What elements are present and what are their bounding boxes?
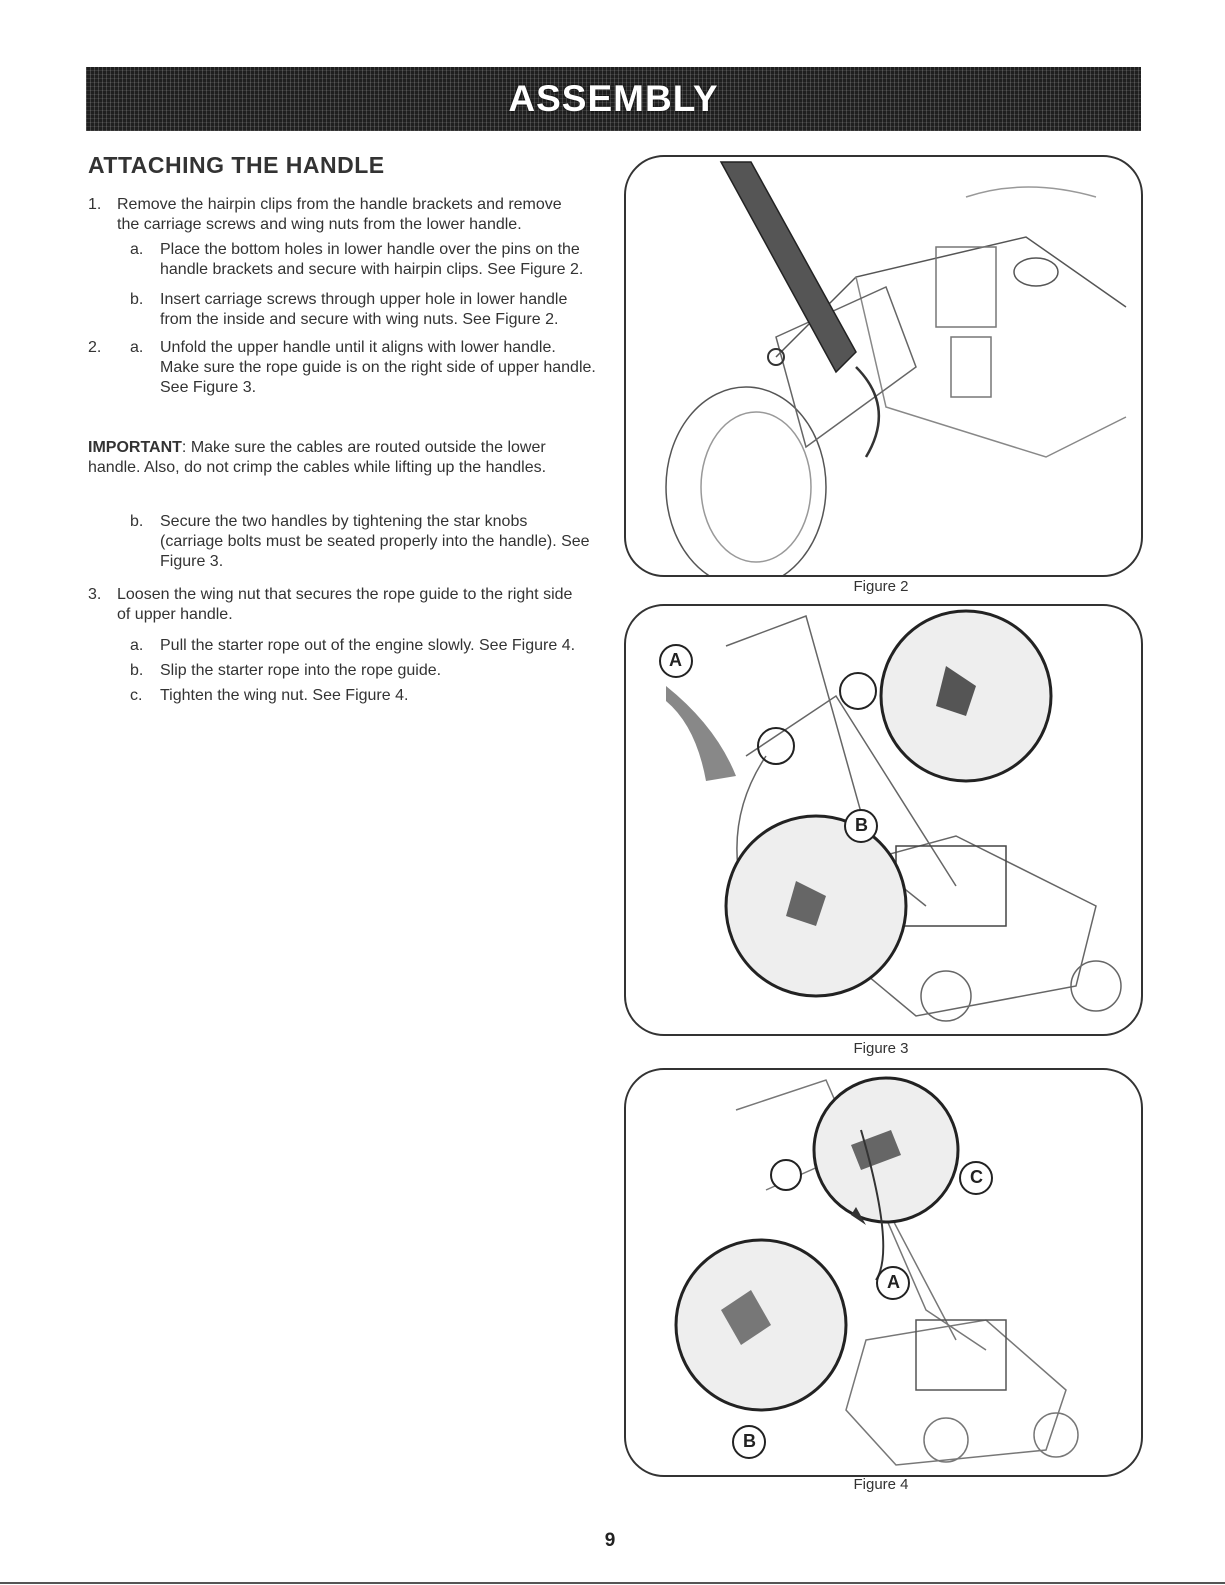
step-text: Insert carriage screws through upper hole in lower handle xyxy=(160,291,568,308)
step-letter: a. xyxy=(130,339,144,356)
figure-4-caption: Figure 4 xyxy=(853,1476,909,1493)
figure-2-caption: Figure 2 xyxy=(853,578,909,595)
step-text: Secure the two handles by tightening the star knobs xyxy=(160,513,528,530)
step-letter: a. xyxy=(130,637,144,654)
step-letter: a. xyxy=(130,241,144,258)
figure-2-illustration xyxy=(626,157,1141,575)
step-number: 1. xyxy=(88,196,102,213)
step-text: See Figure 3. xyxy=(160,379,257,396)
step-letter: b. xyxy=(130,662,144,679)
figure-4 xyxy=(624,1068,1143,1477)
step-letter: b. xyxy=(130,513,144,530)
callout-a: A xyxy=(669,650,682,670)
step-text: from the inside and secure with wing nuts. See Figure 2. xyxy=(160,311,559,328)
step-2a xyxy=(88,260,618,356)
page-number: 9 xyxy=(604,1530,616,1551)
step-text: handle brackets and secure with hairpin clips. See Figure 2. xyxy=(160,261,584,278)
figure-3 xyxy=(624,604,1143,1036)
important-text: : Make sure the cables are routed outside the lower xyxy=(181,439,546,456)
step-text: Pull the starter rope out of the engine slowly. See Figure 4. xyxy=(160,637,576,654)
important-note xyxy=(88,438,618,478)
step-3a xyxy=(130,636,610,656)
callout-a: A xyxy=(887,1272,900,1292)
step-text: Make sure the rope guide is on the right side of upper handle. xyxy=(160,359,596,376)
step-3c xyxy=(130,686,610,706)
step-2a-text xyxy=(160,338,630,400)
step-text: Tighten the wing nut. See Figure 4. xyxy=(160,687,409,704)
step-text: Unfold the upper handle until it aligns with lower handle. xyxy=(160,339,556,356)
step-3b xyxy=(130,661,610,681)
figure-4-illustration xyxy=(626,1070,1141,1475)
step-text: (carriage bolts must be seated properly into the handle). See xyxy=(160,533,590,550)
header-banner xyxy=(86,67,1141,131)
important-label: IMPORTANT xyxy=(88,439,182,456)
step-text: the carriage screws and wing nuts from the lower handle. xyxy=(117,216,522,233)
important-line xyxy=(88,438,546,458)
figure-3-illustration xyxy=(626,606,1141,1034)
step-text: Slip the starter rope into the rope guide. xyxy=(160,662,442,679)
important-text: handle. Also, do not crimp the cables while lifting up the handles. xyxy=(88,459,547,476)
step-3 xyxy=(88,585,608,625)
step-text: Figure 3. xyxy=(160,553,224,570)
callout-b: B xyxy=(855,815,868,835)
figure-2 xyxy=(624,155,1143,577)
step-letter: b. xyxy=(130,291,144,308)
callout-c: C xyxy=(970,1167,983,1187)
figure-3-caption: Figure 3 xyxy=(853,1040,909,1057)
callout-b: B xyxy=(743,1431,756,1451)
section-title: ATTACHING THE HANDLE xyxy=(88,152,385,178)
step-number: 3. xyxy=(88,586,102,603)
step-text: Loosen the wing nut that secures the rope guide to the right side xyxy=(117,586,573,603)
step-number: 2. xyxy=(88,339,102,356)
step-letter: c. xyxy=(130,687,143,704)
step-text: Place the bottom holes in lower handle over the pins on the xyxy=(160,241,580,258)
header-title: ASSEMBLY xyxy=(508,78,719,119)
step-1 xyxy=(88,195,608,235)
step-text: of upper handle. xyxy=(117,606,233,623)
step-text: Remove the hairpin clips from the handle brackets and remove xyxy=(117,196,562,213)
bottom-rule xyxy=(0,1582,1225,1584)
step-2b xyxy=(130,512,610,574)
